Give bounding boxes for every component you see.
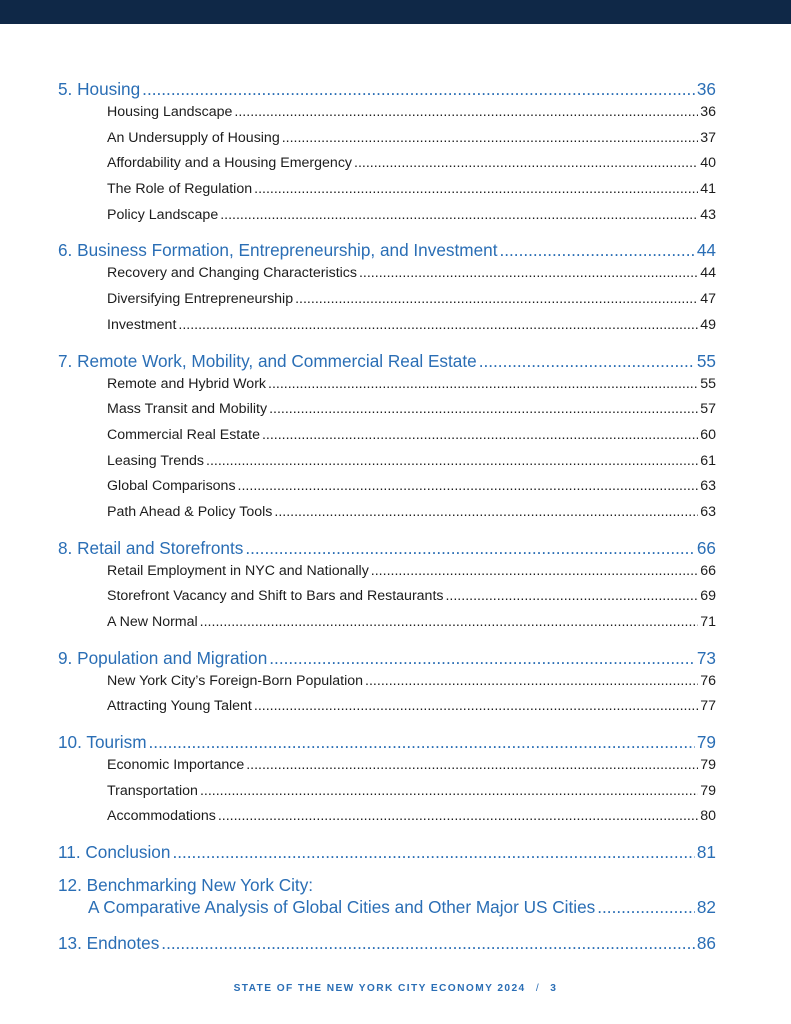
toc-subsection-title: Housing Landscape [107, 104, 233, 120]
page-number: 80 [700, 808, 716, 825]
toc-subsection-title: A New Normal [107, 614, 198, 630]
page-number: 82 [696, 897, 716, 918]
toc-endnotes-title: 13. Endnotes [58, 933, 160, 954]
toc-subsection-title: Retail Employment in NYC and Nationally [107, 562, 369, 579]
dot-leader [234, 100, 698, 126]
page-number: 43 [700, 206, 716, 223]
toc-subsection-title: Leasing Trends [107, 452, 205, 469]
page-number: 63 [700, 478, 716, 495]
dot-leader [268, 372, 698, 398]
toc-subsection-title: Investment [107, 316, 177, 333]
footer-page-number: 3 [550, 983, 558, 994]
toc-subsection-entry[interactable] [58, 126, 716, 152]
toc-subsection-title: Affordability and a Housing Emergency [107, 155, 353, 172]
toc-section-entry[interactable] [58, 78, 716, 100]
dot-leader [445, 584, 698, 610]
toc-subsection-entry[interactable] [58, 397, 716, 423]
toc-subsection-entry[interactable] [58, 500, 716, 526]
toc-subsection-entry[interactable] [58, 584, 716, 610]
toc-subsection-title: Accommodations [107, 808, 216, 825]
toc-subsection-title: Policy Landscape [107, 206, 219, 223]
toc-section-title: 8. Retail and Storefronts [58, 537, 244, 558]
toc-subsection-title: Global Comparisons [107, 478, 236, 495]
toc-subsection-title: Path Ahead & Policy Tools [107, 503, 273, 520]
page-number: 69 [700, 588, 716, 605]
dot-leader [269, 397, 698, 423]
toc-section-benchmarking [58, 874, 716, 918]
toc-subsection-entry[interactable] [58, 474, 716, 500]
toc-subsection-entry[interactable] [58, 804, 716, 830]
dot-leader [254, 694, 698, 720]
page-number: 73 [696, 647, 716, 668]
dot-leader [354, 151, 698, 177]
toc-section-title: 9. Population and Migration [58, 647, 268, 668]
toc-subsection-title: Diversifying Entrepreneurship [107, 291, 294, 308]
toc-section-title: 5. Housing [58, 79, 141, 99]
toc-section [58, 78, 716, 228]
dot-leader [274, 500, 698, 526]
dot-leader [161, 932, 695, 954]
dot-leader [269, 647, 695, 669]
dot-leader [295, 287, 698, 313]
footer-title: STATE OF THE NEW YORK CITY ECONOMY 2024 [233, 983, 526, 994]
page-number: 79 [700, 782, 716, 799]
dot-leader [149, 731, 695, 753]
page-number: 77 [700, 698, 716, 715]
toc-section [58, 239, 716, 338]
dot-leader [200, 779, 698, 805]
page-number: 60 [700, 426, 716, 443]
page-number: 76 [700, 672, 716, 689]
page-footer [0, 983, 791, 994]
dot-leader [371, 559, 698, 585]
page-number: 55 [696, 350, 716, 371]
toc-section-title: 10. Tourism [58, 732, 147, 753]
dot-leader [245, 537, 695, 559]
page-number: 44 [700, 265, 716, 282]
toc-subsection-entry[interactable] [58, 372, 716, 398]
dot-leader [597, 896, 695, 918]
toc-subsection-title: Attracting Young Talent [107, 698, 252, 715]
toc-subsection-entry[interactable] [58, 779, 716, 805]
toc-subsection-title: Transportation [107, 782, 198, 799]
page-number: 71 [700, 614, 716, 630]
toc-endnotes-entry[interactable] [58, 932, 716, 954]
toc-section-entry[interactable] [58, 647, 716, 669]
toc-section-entry[interactable] [58, 731, 716, 753]
page-number: 36 [700, 104, 716, 120]
dot-leader [246, 753, 698, 779]
dot-leader [254, 177, 698, 203]
page-number: 40 [700, 155, 716, 172]
page-number: 63 [700, 503, 716, 520]
toc-subsection-entry[interactable] [58, 423, 716, 449]
toc-subsection-entry[interactable] [58, 287, 716, 313]
table-of-contents [58, 78, 716, 954]
toc-sections [58, 78, 716, 863]
dot-leader [282, 126, 699, 152]
toc-subsection-entry[interactable] [58, 559, 716, 585]
toc-subsection-entry[interactable] [58, 203, 716, 229]
toc-section [58, 841, 716, 863]
toc-subsection-entry[interactable] [58, 151, 716, 177]
dot-leader [365, 669, 698, 695]
toc-benchmarking-subtitle: A Comparative Analysis of Global Cities and Other Major US Cities [88, 897, 596, 918]
page-number: 81 [696, 842, 716, 863]
page-number: 47 [700, 291, 716, 308]
dot-leader [178, 313, 698, 339]
dot-leader [200, 610, 699, 636]
page-number: 79 [700, 757, 716, 774]
dot-leader [172, 841, 694, 863]
toc-subsection-title: New York City’s Foreign-Born Population [107, 672, 364, 689]
dot-leader [262, 423, 698, 449]
toc-section-endnotes [58, 932, 716, 954]
page-number: 86 [696, 933, 716, 954]
toc-subsection-entry[interactable] [58, 669, 716, 695]
toc-benchmarking-title[interactable]: 12. Benchmarking New York City: [58, 875, 314, 896]
dot-leader [499, 239, 694, 261]
toc-subsection-entry[interactable] [58, 694, 716, 720]
toc-section-entry[interactable] [58, 239, 716, 261]
toc-subsection-entry[interactable] [58, 261, 716, 287]
dot-leader [220, 203, 698, 229]
toc-subsection-title: Remote and Hybrid Work [107, 375, 267, 392]
page-number: 66 [696, 537, 716, 558]
toc-section-title: 7. Remote Work, Mobility, and Commercial Real Estate [58, 350, 477, 371]
toc-subsection-title: An Undersupply of Housing [107, 129, 280, 146]
toc-section [58, 731, 716, 830]
page-number: 49 [700, 316, 716, 333]
toc-subsection-title: Commercial Real Estate [107, 426, 260, 443]
page-number: 41 [700, 181, 716, 198]
dot-leader [206, 449, 698, 475]
page-number: 55 [700, 375, 716, 392]
toc-subsection-entry[interactable] [58, 177, 716, 203]
toc-subsection-title: Mass Transit and Mobility [107, 401, 268, 418]
dot-leader [142, 78, 695, 100]
toc-section-title: 6. Business Formation, Entrepreneurship, and Investment [58, 240, 498, 261]
footer-separator: / [535, 983, 541, 994]
page-number: 57 [700, 401, 716, 418]
toc-section [58, 350, 716, 526]
page-number: 79 [696, 732, 716, 753]
toc-subsection-entry[interactable] [58, 313, 716, 339]
toc-benchmarking-entry[interactable] [58, 896, 716, 918]
toc-subsection-title: The Role of Regulation [107, 181, 253, 198]
toc-subsection-entry[interactable] [58, 610, 716, 636]
toc-section-entry[interactable] [58, 841, 716, 863]
page-number: 37 [700, 129, 716, 146]
page-number: 36 [696, 79, 716, 99]
dot-leader [218, 804, 698, 830]
toc-subsection-entry[interactable] [58, 100, 716, 126]
page-number: 66 [700, 562, 716, 579]
toc-subsection-title: Storefront Vacancy and Shift to Bars and Restaurants [107, 588, 444, 605]
toc-section-title: 11. Conclusion [58, 842, 171, 863]
dot-leader [238, 474, 699, 500]
toc-subsection-entry[interactable] [58, 449, 716, 475]
toc-subsection-title: Economic Importance [107, 757, 245, 774]
toc-section-entry[interactable] [58, 350, 716, 372]
toc-section [58, 647, 716, 720]
header-bar [0, 0, 791, 24]
toc-subsection-title: Recovery and Changing Characteristics [107, 265, 357, 282]
dot-leader [479, 350, 695, 372]
toc-subsection-entry[interactable] [58, 753, 716, 779]
page-number: 61 [700, 452, 716, 469]
page-number: 44 [696, 240, 716, 261]
dot-leader [359, 261, 698, 287]
toc-section [58, 537, 716, 636]
toc-section-entry[interactable] [58, 537, 716, 559]
